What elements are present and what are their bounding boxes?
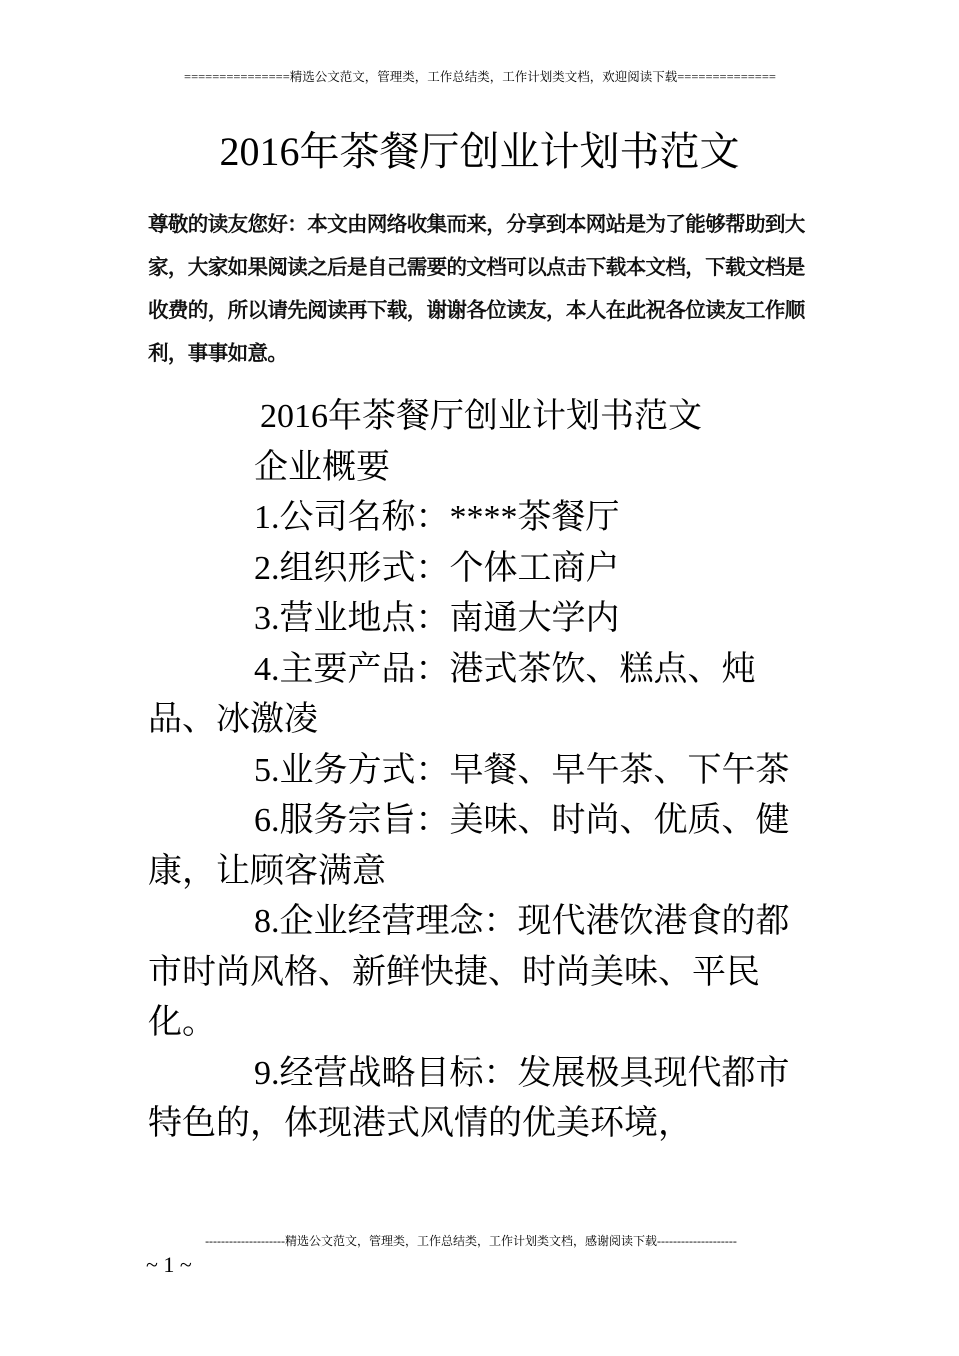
- list-item: 2.组织形式：个体工商户: [254, 549, 620, 587]
- intro-paragraph: 尊敬的读友您好：本文由网络收集而来，分享到本网站是为了能够帮助到大家，大家如果阅读之后是自己需要的文档可以点击下载本文档，下载文档是收费的，所以请先阅读再下载，谢谢各位读友，本人在此祝各位读友工作顺利，事事如意。: [148, 212, 805, 365]
- page-number: ~ 1 ~: [146, 1252, 192, 1277]
- document-title: 2016年茶餐厅创业计划书范文: [219, 129, 740, 174]
- list-item: 5.业务方式：早餐、早午茶、下午茶: [254, 751, 790, 789]
- footer-banner: --------------------精选公文范文，管理类，工作总结类，工作计划类文档，感谢阅读下载--------------------: [205, 1234, 737, 1248]
- document-body: [148, 392, 818, 1150]
- list-item: 4.主要产品：港式茶饮、糕点、炖品、冰激凌: [148, 650, 756, 738]
- list-item: 9.经营战略目标：发展极具现代都市特色的，体现港式风情的优美环境，: [148, 1054, 790, 1142]
- section-heading: 企业概要: [254, 448, 390, 486]
- list-item: 3.营业地点：南通大学内: [254, 600, 620, 637]
- header-banner: ===============精选公文范文，管理类，工作总结类，工作计划类文档，欢迎阅读下载==============: [184, 70, 776, 84]
- list-item: 6.服务宗旨：美味、时尚、优质、健康，让顾客满意: [148, 802, 790, 890]
- list-item: 8.企业经营理念：现代港饮港食的都市时尚风格、新鲜快捷、时尚美味、平民化。: [148, 903, 790, 1041]
- document-subtitle: 2016年茶餐厅创业计划书范文: [260, 398, 702, 435]
- list-item: 1.公司名称：****茶餐厅: [254, 499, 620, 536]
